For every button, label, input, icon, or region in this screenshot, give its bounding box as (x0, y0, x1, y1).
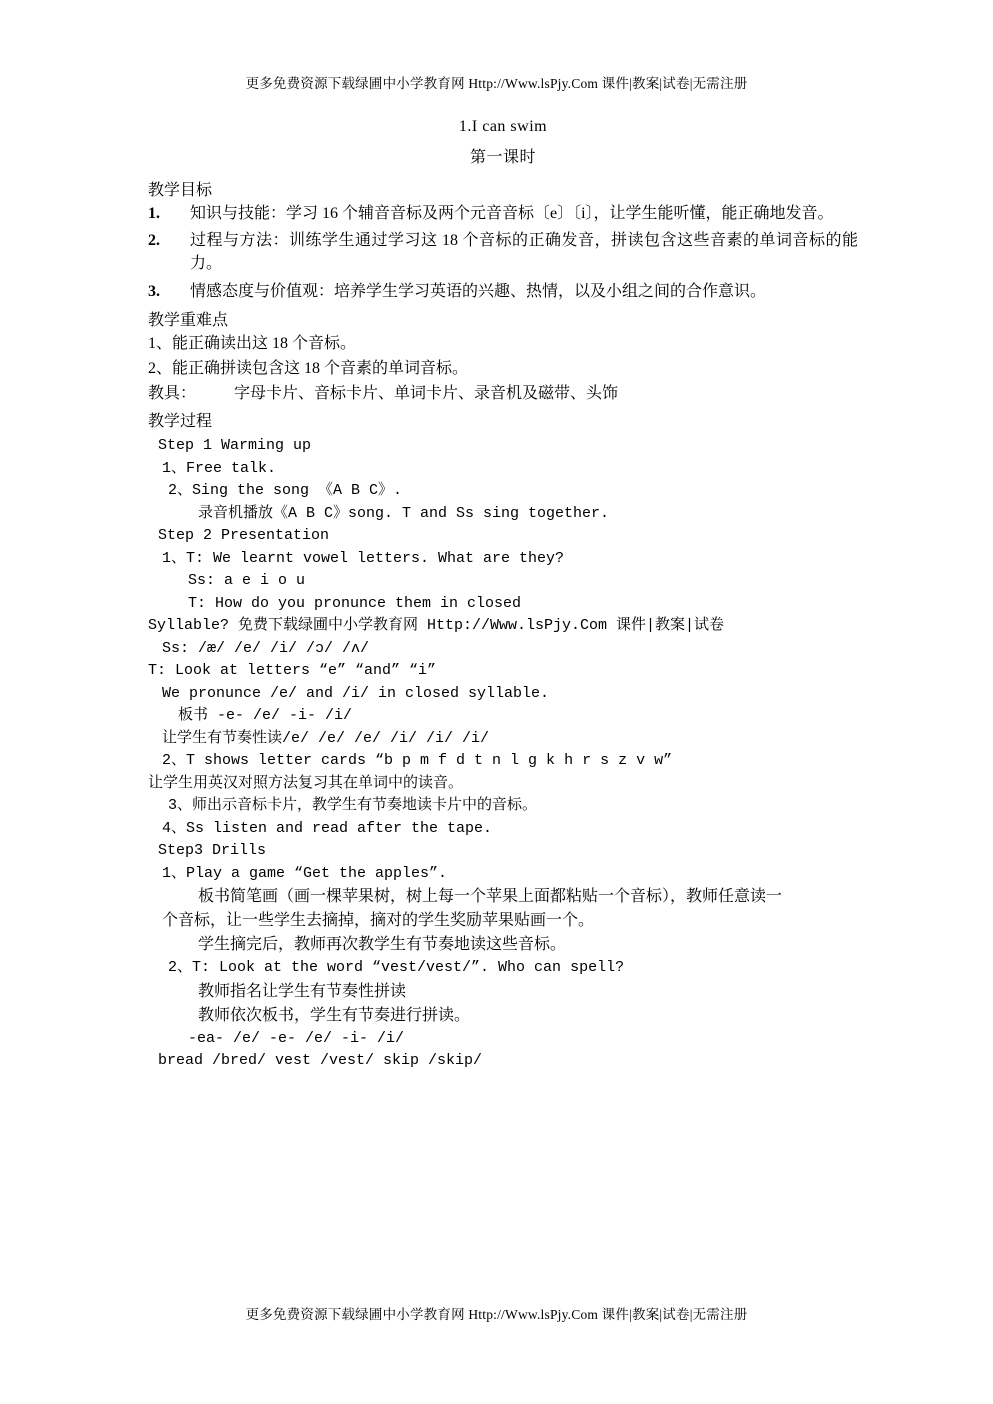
step-line: 1、Free talk. (162, 459, 277, 477)
step-line: T: How do you pronunce them in closed (188, 594, 522, 612)
teaching-steps (148, 435, 858, 1073)
step-line: 教师指名让学生有节奏性拼读 (198, 982, 407, 1000)
process-heading: 教学过程 (148, 413, 213, 431)
header-watermark-note: 更多免费资源下载绿圃中小学教育网 Http://Www.lsPjy.Com 课件|教案|试卷|无需注册 (245, 76, 748, 91)
objectives-heading: 教学目标 (148, 182, 213, 199)
step-line: T: Look at letters “e” “and” “i” (148, 662, 437, 680)
step-line: Ss: /æ/ /e/ /i/ /ɔ/ /ʌ/ (162, 639, 370, 657)
step-line: Ss: a e i o u (188, 572, 306, 590)
step-line: 2、T shows letter cards “b p m f d t n l g k h r s z v w” (162, 752, 673, 770)
title-block (148, 118, 858, 167)
step-line: Step3 Drills (158, 842, 267, 860)
step-line: We pronunce /e/ and /i/ in closed syllable. (162, 684, 550, 702)
step-line: 1、T: We learnt vowel letters. What are they? (162, 549, 565, 567)
teaching-tools-label: 教具： (148, 385, 197, 403)
lesson-title: 1.I can swim (458, 118, 548, 135)
step-line: 个音标，让一些学生去摘掉，摘对的学生奖励苹果贴画一个。 (162, 912, 595, 930)
period-subtitle: 第一课时 (469, 149, 536, 166)
objective-number: 1. (148, 205, 160, 222)
step-line: Step 1 Warming up (158, 437, 312, 455)
step-line: bread /bred/ vest /vest/ skip /skip/ (158, 1052, 483, 1070)
objective-text: 知识与技能：学习 16 个辅音音标及两个元音音标〔e〕〔i〕，让学生能听懂，能正确地发音。 (190, 205, 834, 222)
step-line: 板书简笔画（画一棵苹果树，树上每一个苹果上面都粘贴一个音标），教师任意读一 (198, 888, 783, 906)
step-line: 3、师出示音标卡片，教学生有节奏地读卡片中的音标。 (168, 797, 538, 815)
footer-watermark-note: 更多免费资源下载绿圃中小学教育网 Http://Www.lsPjy.Com 课件|教案|试卷|无需注册 (245, 1307, 748, 1322)
teaching-tools-text: 字母卡片、音标卡片、单词卡片、录音机及磁带、头饰 (234, 385, 619, 403)
list-item (148, 229, 858, 275)
key-point-item: 2、能正确拼读包含这 18 个音素的单词音标。 (148, 359, 469, 377)
step-line: -ea- /e/ -e- /e/ -i- /i/ (188, 1029, 405, 1047)
objective-number: 3. (148, 282, 160, 300)
objectives-list (148, 202, 858, 303)
step-line: 学生摘完后，教师再次教学生有节奏地读这些音标。 (198, 936, 567, 954)
step-line: 4、Ss listen and read after the tape. (162, 819, 493, 837)
step-line-watermark: Syllable? 免费下载绿圃中小学教育网 Http://Www.lsPjy.Com 课件|教案|试卷 (148, 617, 725, 635)
step-line: 让学生有节奏性读/e/ /e/ /e/ /i/ /i/ /i/ (162, 729, 490, 747)
teaching-tools-line (148, 382, 858, 405)
key-points-heading: 教学重难点 (148, 311, 229, 329)
step-line: 2、T: Look at the word “vest/vest/”. Who can spell? (168, 959, 625, 977)
objective-text: 过程与方法：训练学生通过学习这 18 个音标的正确发音，拼读包含这些音素的单词音标的能力。 (190, 232, 858, 273)
objective-text: 情感态度与价值观：培养学生学习英语的兴趣、热情，以及小组之间的合作意识。 (190, 282, 767, 300)
step-line: 2、Sing the song 《A B C》. (168, 482, 403, 500)
step-line: 让学生用英汉对照方法复习其在单词中的读音。 (148, 774, 464, 792)
list-item (148, 202, 858, 225)
step-line: 1、Play a game “Get the apples”. (162, 864, 448, 882)
step-line: 教师依次板书，学生有节奏进行拼读。 (198, 1006, 471, 1024)
objective-number: 2. (148, 232, 160, 250)
document-body (148, 118, 858, 1073)
step-line: 板书 -e- /e/ -i- /i/ (178, 707, 353, 725)
list-item (148, 280, 858, 303)
key-point-item: 1、能正确读出这 18 个音标。 (148, 334, 357, 352)
step-line: Step 2 Presentation (158, 527, 330, 545)
step-line: 录音机播放《A B C》song. T and Ss sing together. (198, 504, 610, 522)
